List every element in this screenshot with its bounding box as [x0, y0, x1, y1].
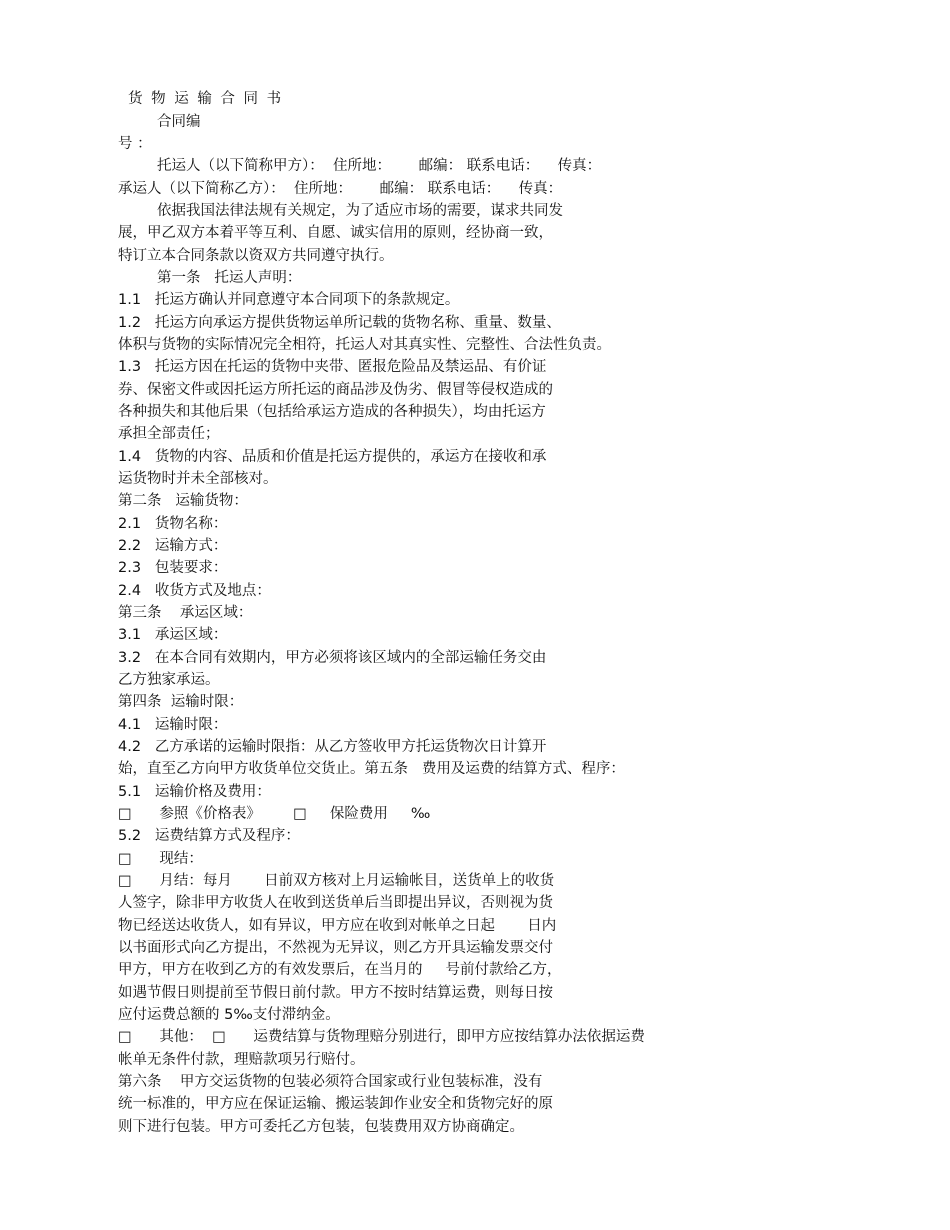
article-4-heading: 第四条 运输时限： — [118, 694, 244, 710]
clause-1-3-cont-1: 券、保密文件或因托运方所托运的商品涉及伪劣、假冒等侵权造成的 — [118, 382, 553, 398]
shipper-info-line: 托运人（以下简称甲方）： 住所地： 邮编： 联系电话： 传真： — [157, 158, 602, 174]
cash-settlement-option: □ 现结： — [118, 851, 203, 867]
contract-number-label-cont: 号 ： — [118, 136, 152, 152]
monthly-settlement-cont-5: 如遇节假日则提前至节假日前付款。甲方不按时结算运费，则每日按 — [118, 985, 553, 1001]
clause-2-2: 2.2 运输方式： — [118, 538, 228, 554]
clause-1-2: 1.2 托运方向承运方提供货物运单所记载的货物名称、重量、数量、 — [118, 315, 561, 331]
contract-number-label: 合同编 — [157, 114, 201, 130]
clause-5-1: 5.1 运输价格及费用： — [118, 784, 271, 800]
monthly-settlement-cont-1: 人签字，除非甲方收货人在收到送货单后当即提出异议，否则视为货 — [118, 895, 553, 911]
article-3-heading: 第三条 承运区域： — [118, 605, 253, 621]
clause-2-1: 2.1 货物名称： — [118, 516, 228, 532]
clause-3-2: 3.2 在本合同有效期内，甲方必须将该区域内的全部运输任务交由 — [118, 650, 547, 666]
monthly-settlement-cont-2: 物已经送达收货人，如有异议，甲方应在收到对帐单之日起 日内 — [118, 918, 557, 934]
clause-4-1: 4.1 运输时限： — [118, 717, 228, 733]
preamble-line-2: 展，甲乙双方本着平等互利、自愿、诚实信用的原则，经协商一致， — [118, 225, 553, 241]
other-settlement-cont: 帐单无条件付款，理赔款项另行赔付。 — [118, 1052, 365, 1068]
clause-1-4-cont: 运货物时并未全部核对。 — [118, 471, 278, 487]
monthly-settlement-cont-3: 以书面形式向乙方提出，不然视为无异议，则乙方开具运输发票交付 — [118, 940, 553, 956]
monthly-settlement-cont-6: 应付运费总额的 5‰支付滞纳金。 — [118, 1007, 340, 1023]
article-2-heading: 第二条 运输货物： — [118, 493, 248, 509]
clause-2-3: 2.3 包装要求： — [118, 560, 228, 576]
clause-2-4: 2.4 收货方式及地点： — [118, 583, 271, 599]
clause-1-4: 1.4 货物的内容、品质和价值是托运方提供的，承运方在接收和承 — [118, 449, 547, 465]
clause-4-2: 4.2 乙方承诺的运输时限指：从乙方签收甲方托运货物次日计算开 — [118, 739, 547, 755]
monthly-settlement-cont-4: 甲方，甲方在收到乙方的有效发票后，在当月的 号前付款给乙方， — [118, 962, 562, 978]
clause-3-1: 3.1 承运区域： — [118, 627, 228, 643]
clause-1-2-cont: 体积与货物的实际情况完全相符，托运人对其真实性、完整性、合法性负责。 — [118, 337, 611, 353]
monthly-settlement-option: □ 月结：每月 日前双方核对上月运输帐目，送货单上的收货 — [118, 873, 555, 889]
article-6-cont-2: 则下进行包装。甲方可委托乙方包装，包装费用双方协商确定。 — [118, 1119, 524, 1135]
preamble-line-3: 特订立本合同条款以资双方共同遵守执行。 — [118, 248, 394, 264]
clause-1-3: 1.3 托运方因在托运的货物中夹带、匿报危险品及禁运品、有价证 — [118, 359, 547, 375]
carrier-info-line: 承运人（以下简称乙方）： 住所地： 邮编： 联系电话： 传真： — [118, 181, 563, 197]
article-6-cont-1: 统一标准的，甲方应在保证运输、搬运装卸作业安全和货物完好的原 — [118, 1096, 553, 1112]
clause-5-2: 5.2 运费结算方式及程序： — [118, 828, 300, 844]
document-title: 货 物 运 输 合 同 书 — [128, 91, 284, 107]
clause-4-2-cont: 始，直至乙方向甲方收货单位交货止。第五条 费用及运费的结算方式、程序： — [118, 761, 625, 777]
article-6-heading: 第六条 甲方交运货物的包装必须符合国家或行业包装标准，没有 — [118, 1074, 543, 1090]
preamble-line-1: 依据我国法律法规有关规定，为了适应市场的需要，谋求共同发 — [157, 203, 563, 219]
clause-1-1: 1.1 托运方确认并同意遵守本合同项下的条款规定。 — [118, 292, 460, 308]
other-settlement-option: □ 其他： □ 运费结算与货物理赔分别进行，即甲方应按结算办法依据运费 — [118, 1029, 645, 1045]
clause-3-2-cont: 乙方独家承运。 — [118, 672, 220, 688]
article-1-heading: 第一条 托运人声明： — [157, 270, 302, 286]
clause-1-3-cont-2: 各种损失和其他后果（包括给承运方造成的各种损失），均由托运方 — [118, 404, 546, 420]
clause-1-3-cont-3: 承担全部责任； — [118, 426, 220, 442]
price-options-line: □ 参照《价格表》 □ 保险费用 ‰ — [118, 806, 431, 822]
